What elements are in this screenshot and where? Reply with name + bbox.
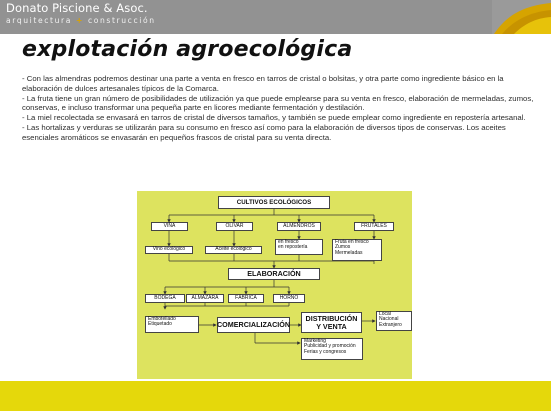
paragraph: - Con las almendras podremos destinar una parte a venta en fresco en tarros de cristal o bolsitas, y otra parte como ingrediente básico en la elaboración de dulces artesanales típicos de la Comarca.: [22, 74, 504, 93]
brand-sub-right: construcción: [87, 15, 156, 25]
brand-name: Donato Piscione & Asoc.: [6, 1, 148, 15]
footer-bar: [0, 381, 551, 411]
flow-diagram: [137, 191, 412, 379]
paragraph: - La fruta tiene un gran número de posibilidades de utilización ya que puede emplearse para su venta en fresco, elaboración de mermeladas, zumos, conservas, e incluso transformar una pequeña parte en licores mediante fermentación y destilación.: [22, 93, 534, 113]
fruta-use: Fruta en fresco: [335, 239, 369, 245]
marketing-line: Ferias y congresos: [304, 348, 347, 355]
packaging-step: Etiquetado: [148, 321, 172, 328]
marketing-line: Marketing: [304, 338, 326, 344]
node-aceite-ecologico: Aceite ecológico: [205, 246, 262, 254]
company-logo: [6, 3, 156, 24]
brand-sub-left: arquitectura: [6, 15, 72, 25]
node-elaboracion: ELABORACIÓN: [228, 268, 320, 280]
node-fabrica: FÁBRICA: [228, 294, 264, 303]
node-almendra-uses: [275, 239, 323, 255]
node-comercializacion: COMERCIALIZACIÓN: [217, 317, 290, 333]
node-bodega: BODEGA: [145, 294, 185, 303]
distribucion-line: Y VENTA: [316, 321, 347, 331]
marketing-line: Publicidad y promoción: [304, 343, 356, 350]
node-mercados: [376, 311, 412, 331]
market-line: Nacional: [379, 316, 399, 323]
description-text: [22, 74, 538, 143]
node-frutales: FRUTALES: [354, 222, 394, 231]
page-title: explotación agroecológica: [22, 37, 353, 62]
node-cultivos-ecologicos: CULTIVOS ECOLÓGICOS: [218, 196, 330, 209]
paragraph: - Las hortalizas y verduras se utilizarán para su consumo en fresco así como para la elaboración de diversos tipos de conservas. Los aceites esenciales aromáticos se envasarán en pequeños frascos de cristal para su venta directa.: [22, 122, 506, 142]
almendra-use: en repostería: [278, 244, 308, 251]
node-vina: VIÑA: [151, 222, 188, 231]
packaging-step: Embotellado: [148, 316, 176, 322]
distribucion-line: DISTRIBUCIÓN: [305, 314, 358, 324]
brand-sub-plus: +: [76, 15, 84, 25]
yellow-curve-logo-icon: [492, 0, 551, 34]
almendra-use: en fresco: [278, 239, 299, 245]
node-vino-ecologico: Vino ecológico: [145, 246, 193, 254]
brand-subtitle: [6, 17, 156, 25]
paragraph: - La miel recolectada se envasará en tarros de cristal de diversos tamaños, y también se puede emplear como ingrediente en repostería artesanal.: [22, 113, 526, 123]
diagram-connectors: [137, 191, 412, 379]
node-fruta-uses: [332, 239, 382, 261]
node-horno: HORNO: [273, 294, 305, 303]
fruta-use: Zumos: [335, 244, 351, 251]
node-marketing: [301, 338, 363, 360]
market-line: Local: [379, 311, 391, 317]
node-distribucion-venta: [301, 312, 362, 333]
market-line: Extranjero: [379, 321, 402, 328]
node-embotellado: [145, 316, 199, 333]
node-almazara: ALMAZARA: [186, 294, 224, 303]
node-almendros: ALMENDROS: [277, 222, 321, 231]
fruta-use: Mermeladas: [335, 249, 363, 256]
header-bar: [0, 0, 551, 34]
node-olivar: OLIVAR: [216, 222, 253, 231]
